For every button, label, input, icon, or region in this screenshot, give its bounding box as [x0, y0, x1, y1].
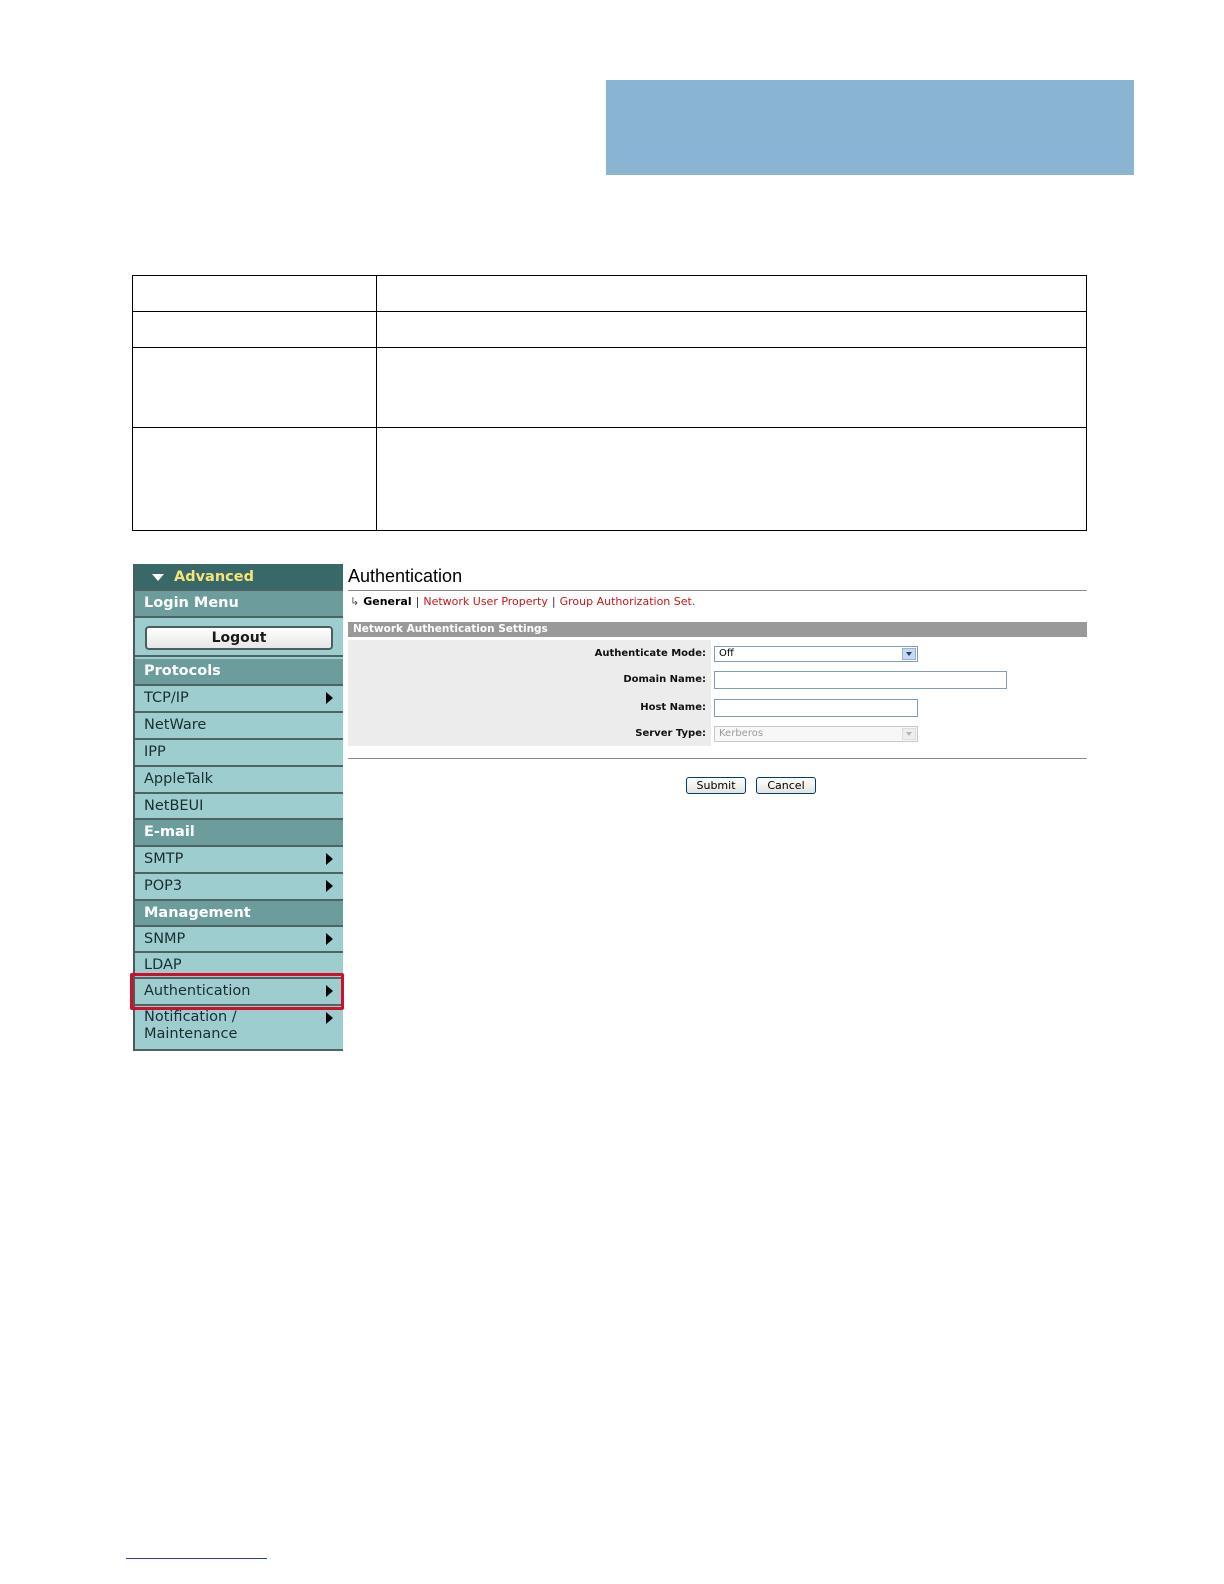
section-header: Network Authentication Settings — [348, 622, 1087, 637]
sidebar-item-label: AppleTalk — [144, 771, 214, 787]
logout-container — [135, 617, 343, 657]
chevron-right-icon — [326, 1012, 333, 1024]
sidebar-item-netbeui[interactable] — [135, 794, 343, 820]
sidebar-item-label: Maintenance — [144, 1026, 238, 1042]
sidebar-item-label: SMTP — [144, 851, 184, 867]
chevron-down-icon[interactable] — [902, 648, 916, 660]
sidebar-item-pop3[interactable] — [135, 874, 343, 901]
sidebar-item-snmp[interactable] — [135, 927, 343, 953]
sidebar-item-label: POP3 — [144, 878, 183, 894]
sidebar-item-tcpip[interactable] — [135, 686, 343, 713]
page-title: Authentication — [348, 566, 463, 586]
table-cell — [377, 312, 1087, 348]
sidebar-header-label: Management — [144, 905, 251, 921]
divider — [348, 590, 1087, 591]
sidebar-item-smtp[interactable] — [135, 847, 343, 874]
cancel-button[interactable]: Cancel — [756, 777, 816, 794]
table-cell — [377, 428, 1087, 531]
document-table — [132, 275, 1087, 531]
sidebar-header-management — [135, 901, 343, 927]
auth-mode-select[interactable] — [714, 646, 918, 662]
chevron-right-icon — [326, 853, 333, 865]
selection-highlight — [130, 973, 344, 1010]
sidebar-item-label: LDAP — [144, 957, 182, 973]
submit-button[interactable]: Submit — [686, 777, 746, 794]
sidebar-header-login-menu — [135, 591, 343, 618]
table-cell — [133, 312, 377, 348]
table-row — [133, 276, 1087, 312]
table-row — [133, 312, 1087, 348]
subnav-network-user-property-link[interactable]: Network User Property — [423, 595, 548, 608]
chevron-down-icon — [902, 728, 916, 740]
auth-mode-value: Off — [719, 648, 734, 659]
table-row — [133, 348, 1087, 428]
sidebar-item-label: NetBEUI — [144, 798, 204, 814]
sidebar-header-protocols — [135, 659, 343, 686]
sidebar-header-label: Protocols — [144, 663, 221, 679]
table-cell — [377, 276, 1087, 312]
sidebar-header-label: E-mail — [144, 824, 195, 840]
chevron-right-icon — [326, 933, 333, 945]
table-cell — [133, 348, 377, 428]
host-name-input[interactable] — [714, 699, 918, 717]
chevron-right-icon — [326, 692, 333, 704]
chevron-right-icon — [326, 880, 333, 892]
return-arrow-icon: ↳ — [350, 595, 360, 608]
sidebar-item-advanced[interactable] — [135, 564, 343, 591]
separator: | — [415, 595, 420, 608]
table-cell — [133, 428, 377, 531]
divider — [348, 758, 1087, 759]
header-band — [606, 80, 1134, 175]
sidebar-item-label: SNMP — [144, 931, 186, 947]
server-type-select — [714, 726, 918, 742]
table-row — [133, 428, 1087, 531]
table-cell — [377, 348, 1087, 428]
sidebar-item-label: IPP — [144, 744, 166, 760]
sidebar-item-label: Notification / — [144, 1009, 237, 1025]
subnav-group-authorization-link[interactable]: Group Authorization Set. — [559, 595, 696, 608]
sub-navigation — [350, 595, 695, 608]
subnav-general[interactable]: General — [363, 595, 412, 608]
sidebar-header-email — [135, 820, 343, 847]
logout-button[interactable]: Logout — [145, 626, 333, 650]
footer-link-underline — [126, 1558, 267, 1559]
separator: | — [551, 595, 556, 608]
sidebar-item-label: TCP/IP — [144, 690, 189, 706]
host-name-label: Host Name: — [640, 702, 706, 713]
table-cell — [133, 276, 377, 312]
sidebar-item-label: NetWare — [144, 717, 207, 733]
sidebar-item-notification-maintenance[interactable] — [135, 1006, 343, 1051]
sidebar-item-label: Advanced — [174, 569, 254, 585]
sidebar-item-label: Authentication — [144, 983, 251, 999]
auth-mode-label: Authenticate Mode: — [594, 648, 706, 659]
sidebar-item-netware[interactable] — [135, 713, 343, 740]
server-type-label: Server Type: — [635, 728, 706, 739]
server-type-value: Kerberos — [719, 728, 764, 739]
caret-down-icon — [152, 574, 164, 581]
domain-name-input[interactable] — [714, 671, 1007, 689]
sidebar-item-ipp[interactable] — [135, 740, 343, 767]
domain-name-label: Domain Name: — [623, 674, 706, 685]
sidebar-header-label: Login Menu — [144, 595, 239, 611]
sidebar-item-appletalk[interactable] — [135, 767, 343, 794]
